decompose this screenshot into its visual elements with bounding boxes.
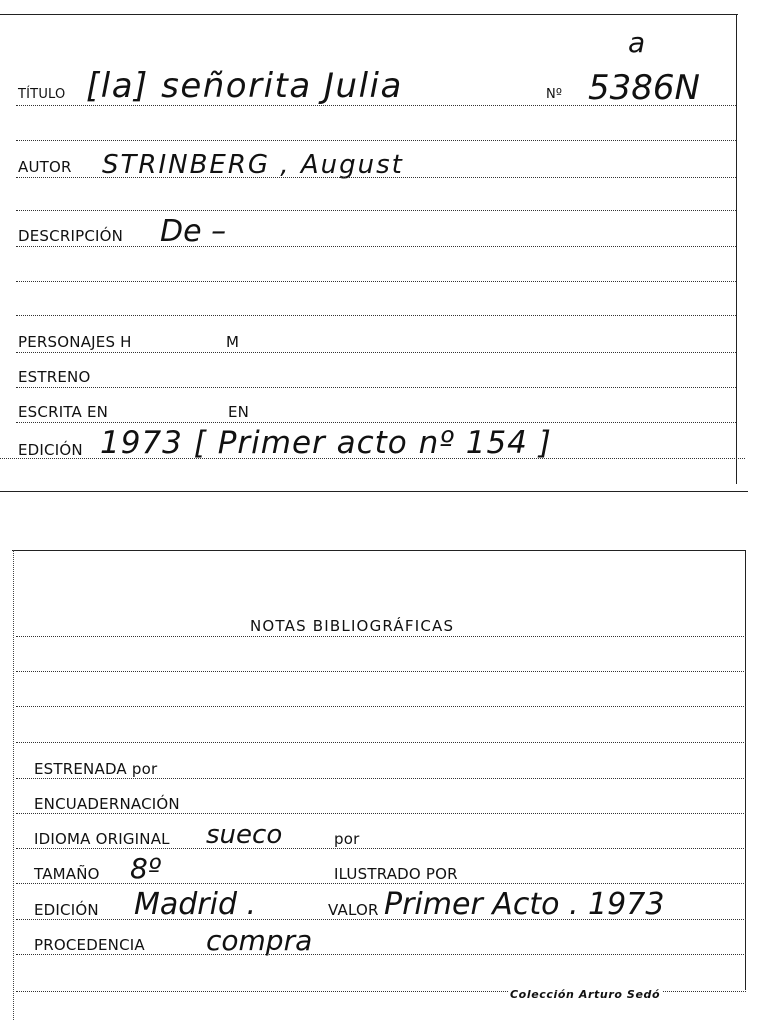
personajes-m-label: M [226, 333, 240, 351]
ilustrado-label: ILUSTRADO POR [334, 865, 458, 883]
rule-titulo [16, 105, 736, 106]
rule-edicion2 [16, 919, 746, 920]
card1-top-border [0, 14, 738, 15]
rule-procedencia [16, 954, 746, 955]
rule-encuadernacion [16, 813, 746, 814]
procedencia-value: compra [206, 924, 313, 957]
rule-descripcion [16, 246, 736, 247]
card2-left-border [13, 550, 14, 1020]
superscript-a: a [628, 26, 646, 59]
card2-top-border [12, 550, 746, 551]
rule-b1 [16, 671, 746, 672]
notas-heading: NOTAS BIBLIOGRÁFICAS [250, 617, 455, 635]
titulo-value: [la] señorita Julia [86, 66, 403, 106]
autor-label: AUTOR [18, 158, 72, 176]
numero-value: 5386N [588, 68, 700, 108]
rule-b3 [16, 742, 746, 743]
idioma-por-label: por [334, 830, 360, 848]
valor-label: VALOR [328, 901, 379, 919]
rule-estreno [16, 387, 736, 388]
rule-3 [16, 281, 736, 282]
estreno-label: ESTRENO [18, 368, 91, 386]
escrita-en-label: EN [228, 403, 250, 421]
rule-edicion [0, 458, 745, 459]
edicion-label: EDICIÓN [18, 441, 83, 459]
procedencia-label: PROCEDENCIA [34, 936, 145, 954]
rule-estrenada [16, 778, 746, 779]
edicion-value: 1973 [ Primer acto nº 154 ] [100, 425, 552, 461]
rule-autor [16, 177, 736, 178]
rule-heading [16, 636, 746, 637]
tamano-value: 8º [130, 852, 162, 885]
titulo-label: TÍTULO [18, 87, 66, 102]
estrenada-label: ESTRENADA por [34, 760, 158, 778]
escrita-label: ESCRITA EN [18, 403, 109, 421]
autor-value: STRINBERG , August [102, 150, 404, 180]
encuadernacion-label: ENCUADERNACIÓN [34, 795, 180, 813]
descripcion-label: DESCRIPCIÓN [18, 227, 124, 245]
idioma-value: sueco [206, 820, 283, 850]
rule-1 [16, 140, 736, 141]
rule-idioma [16, 848, 746, 849]
descripcion-value: De – [160, 214, 227, 249]
numero-label: Nº [546, 87, 563, 102]
valor-value: Primer Acto . 1973 [384, 887, 665, 922]
coleccion-footer: Colección Arturo Sedó [510, 988, 661, 1001]
tamano-label: TAMAÑO [34, 865, 100, 883]
rule-personajes [16, 352, 736, 353]
card1-right-border [736, 14, 737, 484]
idioma-label: IDIOMA ORIGINAL [34, 830, 170, 848]
edicion2-label: EDICIÓN [34, 901, 99, 919]
rule-4 [16, 315, 736, 316]
card2-right-border [745, 550, 746, 990]
personajes-label: PERSONAJES H [18, 333, 132, 351]
rule-b2 [16, 706, 746, 707]
card1-bottom-border [0, 491, 748, 492]
rule-escrita [16, 422, 736, 423]
rule-tamano [16, 883, 746, 884]
edicion2-value: Madrid . [134, 887, 257, 922]
rule-2 [16, 210, 736, 211]
